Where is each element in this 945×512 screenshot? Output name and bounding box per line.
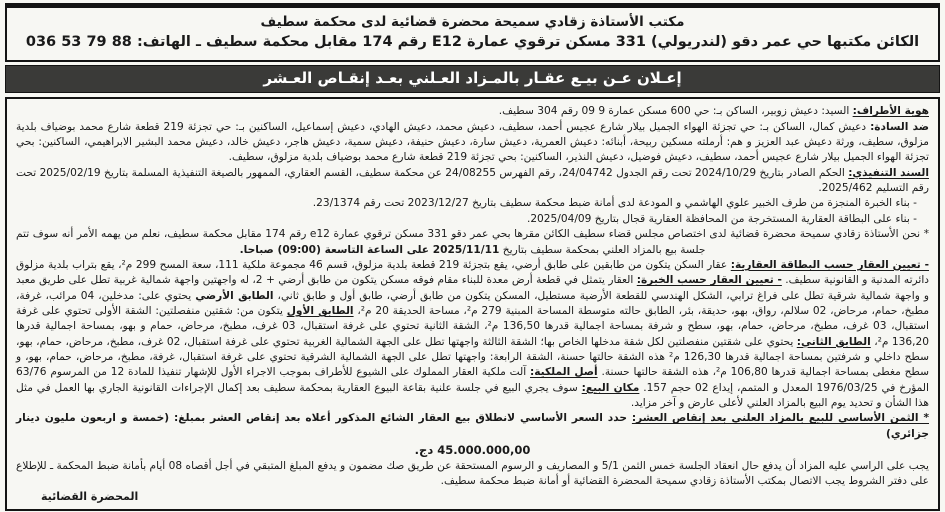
paragraph-executive-title (16, 166, 929, 197)
paragraph-expert-report (16, 196, 929, 211)
office-address-phone: الكائن مكتبها حي عمر دقو (لندريولي) 331 مسكن ترقوي عمارة E12 رقم 174 مقابل محكمة سطيف ـ الهاتف: 88 79 53 036 (25, 34, 920, 51)
paragraph-parties (16, 104, 929, 119)
bailiff-signature-label: المحضرة القضائية (41, 490, 139, 504)
announcement-title-banner (5, 65, 940, 93)
text-segment: - تعيين العقار حسب البطاقة العقارية: (730, 258, 930, 271)
announcement-body (5, 97, 940, 511)
text-segment: سوف يجري البيع في جلسة علنية بقاعة البيوع العقارية بمحكمة سطيف بعد إكمال الإجراءات القانونية الجاري بها العمل في مثل هذا الشأن و تحديد يوم البيع بالمزاد العلني لأعلى عارض و آخر مزايد. (16, 381, 929, 410)
text-segment: الطابق الثاني: (796, 335, 871, 348)
text-segment: آلت ملكية العقار المملوك على الشيوع للأطراف بموجب الاجراء الأول للإشهار تنفيذا للمادة 12 من المرسوم 63/76 المؤرخ في 1976/03/25 المعدل و المتمم، إيداع 02 حجم 157. (16, 366, 929, 394)
text-segment: الحكم الصادر بتاريخ 2024/10/29 تحت رقم الجدول 24/04742، رقم الفهرس 24/08255 عن محكمة سطيف، القسم العقاري، الممهور بالصيغة التنفيذية المسلمة بتاريخ 2025/02/19 تحت رقم التسليم 2025/462. (16, 166, 929, 195)
text-segment: حدد السعر الأساسي لانطلاق بيع العقار الشائع المذكور أعلاه بعد إنقاص العشر بمبلغ: (خمسة و اربعون مليون دينار جزائري) (16, 412, 929, 440)
text-segment: يحتوي على: مدخلين، 04 مرائب، غرفة، مطبخ، حمام، مرحاض، 02 سلالم، رواق، بهو، حديقة، بئر، الطابق حالته متوسطة المساحة المبنية 279 م²، مساحة الحديقة 20 م²، (16, 289, 929, 317)
text-segment: مكان البيع: (581, 381, 640, 394)
text-segment: ضد السادة: (870, 120, 929, 133)
text-segment: دعيش كمال، الساكن بـ: حي تجزئة الهواء الجميل بيلار شارع عجيس أحمد، سطيف، دعيش محمد، دعيش الهادي، دعيش إسماعيل، الساكنين بـ: حي تجزئة 219 قطعة شارع محمد بوضياف بلدية مزلوق، سطيف، ورثة دعيش عبد العزيز و هم: أرملته مسكين ربيحة، أبنائه: دعيش العمرية، دعيش سارة، دعيش حنيفة، دعيش سمية، دعيش هاجر، دعيش خالد، دعيش محمد البشير الابراهيمي، الساكنين: بحي تجزئة الهواء الجميل بيلار شارع عجيس أحمد، سطيف، دعيش فوضيل، دعيش النذير، الساكنين: بحي تجزئة 219 قطعة شارع محمد بوضياف بلدية مزلوق، سطيف. (16, 120, 929, 164)
paragraph-land-card (16, 212, 929, 227)
text-segment: العقار يتمثل في قطعة أرض معدة للبناء مقام فوقه مسكن يتكون من طابق أرضي + 2، له واجهتين واجهة شمالية غربية تطل على طريق معبد و واجهة شمالية شرقية تطل على فراغ ترابي، الشكل الهندسي للقطعة الأرضية مستطيل، المسكن يتكون من طابق أرضي، طابق أول و طابق ثاني، (16, 274, 929, 302)
base-price-amount: 45.000.000,00 دج. (414, 443, 531, 458)
announcement-title: إعـلان عـن بيـع عقـار بالمـزاد العـلني بعـد إنقـاص العـشر (263, 69, 682, 88)
text-segment: - بناء على البطاقة العقارية المستخرجة من المحافظة العقارية قجال بتاريخ 2025/04/09. (526, 212, 917, 225)
text-segment: - تعيين العقار حسب الخبرة: (636, 274, 782, 287)
text-segment: * الثمن الأساسي للبيع بالمزاد العلني بعد إنقاص العشر: (631, 412, 929, 425)
text-segment: هوية الأطراف: (852, 105, 929, 118)
text-segment: أصل الملكية: (530, 366, 598, 379)
text-segment: الطابق الأول (286, 304, 354, 317)
text-segment: الطابق الأرضي (195, 289, 274, 302)
paragraph-auction-session (16, 227, 929, 258)
office-header (5, 3, 940, 62)
paragraph-base-price (16, 411, 929, 442)
text-segment: * نحن الأستاذة زقادي سميحة محضرة قضائية لدى اختصاص مجلس قضاء سطيف الكائن مقرها بحي عمر دقو 331 مسكن ترقوي عمارة e12 رقم 174 مقابل محكمة سطيف، نعلم من يهمه الأمر أنه سوف تتم جلسة بيع بالمزاد العلني بمحكمة سطيف بتاريخ (16, 228, 929, 256)
text-segment: السند التنفيذي: (848, 166, 929, 179)
text-segment: يجب على الراسي عليه المزاد أن يدفع حال انعقاد الجلسة خمس الثمن 5/1 و المصاريف و الرسوم المستحقة عن طريق صك مضمون و يدفع المبلغ المتبقي في أجل أقصاه 08 أيام بأمانة ضبط المحكمة ـ للإطلاع على دفتر الشروط يجب الاتصال بمكتب الأستاذة زقادي سميحة المحضرة القضائية أو أمانة ضبط محكمة سطيف. (16, 459, 929, 488)
text-segment: 2025/11/11 على الساعة التاسعة (09:00) صباحا. (239, 243, 500, 256)
text-segment: يتكون من: شقتين منفصلتين: الشقة الأولى تحتوي على غرفة استقبال، 03 غرف، مطبخ، مرحاض، حمام، بهو، سطح و شرفة بمساحة اجمالية قدرها 136,50 م²، الشقة الثانية تحتوي على غرفة استقبال، 03 غرف، مطبخ، مرحاض، حمام و بهو، بمساحة اجمالية قدرها 136,20 م²، (16, 304, 930, 348)
text-segment: - بناء الخبرة المنجزة من طرف الخبير علوي الهاشمي و المودعة لدى أمانة ضبط محكمة سطيف بتاريخ 2023/12/27 تحت رقم 23/1374. (312, 197, 917, 210)
text-segment: عقار السكن يتكون من طابقين على طابق أرضي، يقع بتجزئة 219 قطعة بلدية مزلوق، قسم 46 مجموعة ملكية 111، سعة المسح 299 م²، يقع بتراب بلدية مزلوق دائرته المدنية و القانونية سطيف. (16, 258, 929, 287)
paragraph-defendants (16, 120, 929, 166)
text-segment: يحتوي على شقتين منفصلتين لكل شقة مدخلها الخاص بها؛ الشقة الثالثة واجهتها تطل على الجهة الشمالية الغربية تحتوي على غرفة استقبال، 02 غرف، مطبخ، مرحاض، حمام، بهو، سطح داخلي و شرفتين بمساحة اجمالية قدرها 126,30 م² هذه الشقة حالتها حسنة، الشقة الرابعة: واجهتها تطل على الجهة الشمالية الشرقية تحتوي على غرفة استقبال، غرفة، مطبخ، مرحاض، حمام، بهو، و سطح مغطى بمساحة اجمالية قدرها 106,80 م²، هذه الشقة حالتها حسنة. (16, 335, 929, 379)
office-name: مكتب الأستاذة زقادي سميحة محضرة قضائية لدى محكمة سطيف (260, 14, 685, 30)
paragraph-payment-terms (16, 459, 929, 490)
paragraph-property-description (16, 258, 929, 412)
text-segment: السيد: دعيش زوبير، الساكن بـ: حي 600 مسكن عمارة 9 09 رقم 304 سطيف. (498, 105, 853, 118)
